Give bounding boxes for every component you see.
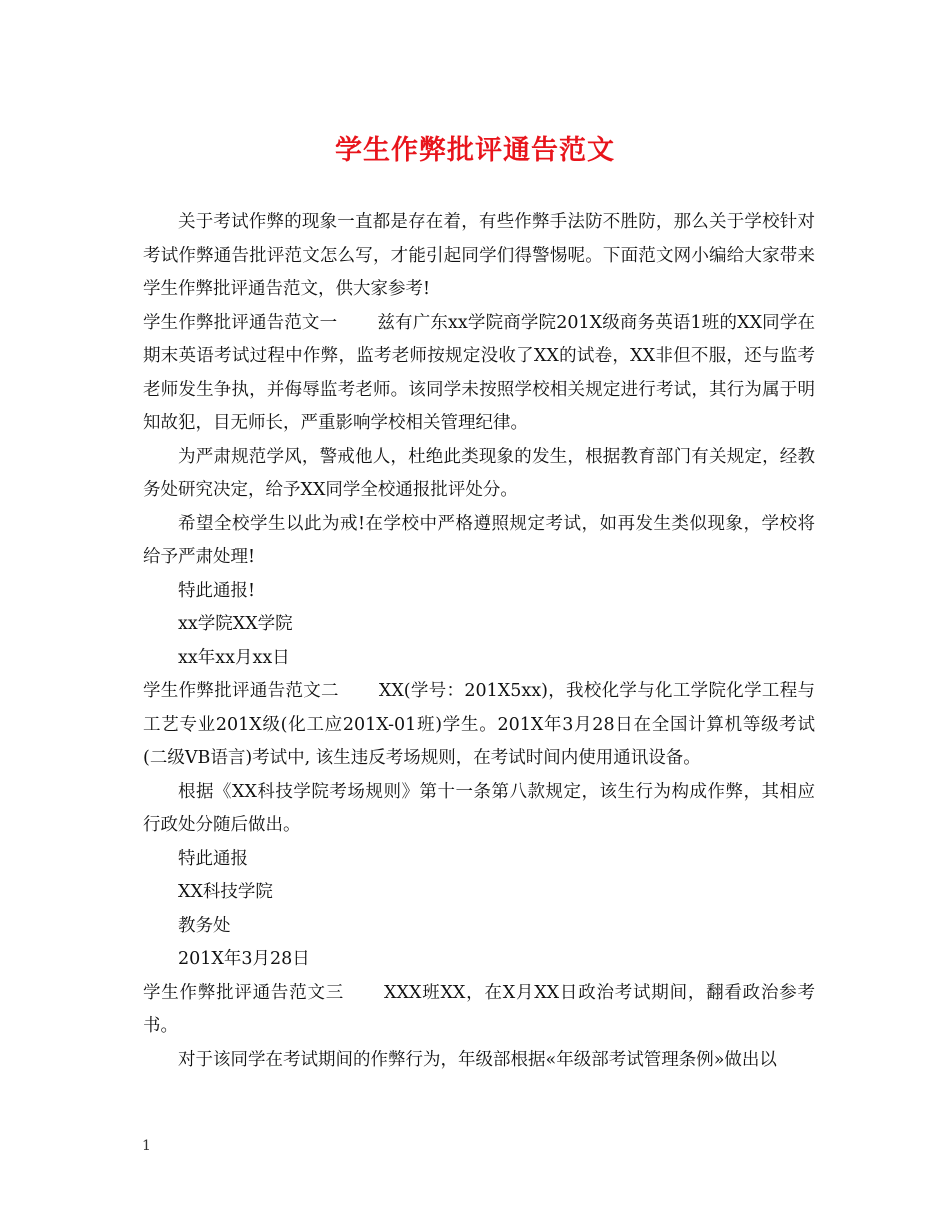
section-3-paragraph: 对于该同学在考试期间的作弊行为，年级部根据«年级部考试管理条例»做出以 xyxy=(178,1049,777,1070)
section-2-lead-text: XX(学号：201X5xx)，我校化学与化工学院化学工程与工艺专业201X级(化工应201X-01班)学生。201X年3月28日在全国计算机等级考试(二级VB语言)考试中, 该生违反考场规则，在考试时间内使用通讯设备。 xyxy=(143,681,815,768)
section-2-signature-line: 教务处 xyxy=(178,915,231,936)
section-1-lead xyxy=(143,307,815,441)
section-1-lead-text: 兹有广东xx学院商学院201X级商务英语1班的XX同学在期末英语考试过程中作弊，监考老师按规定没收了XX的试卷，XX非但不服，还与监考老师发生争执，并侮辱监考老师。该同学未按照学校相关规定进行考试，其行为属于明知故犯，目无师长，严重影响学校相关管理纪律。 xyxy=(143,312,815,433)
page-number: 1 xyxy=(142,1138,151,1154)
section-2-signature-line: 特此通报 xyxy=(178,848,248,869)
section-1-paragraph: 希望全校学生以此为戒!在学校中严格遵照规定考试，如再发生类似现象，学校将给予严肃处理! xyxy=(143,513,815,567)
section-2-lead xyxy=(143,675,815,776)
intro-paragraph: 关于考试作弊的现象一直都是存在着，有些作弊手法防不胜防，那么关于学校针对考试作弊通告批评范文怎么写，才能引起同学们得警惕呢。下面范文网小编给大家带来学生作弊批评通告范文，供大家参考! xyxy=(143,212,815,299)
section-3-lead xyxy=(143,977,815,1044)
section-1-signature-line: xx学院XX学院 xyxy=(178,614,293,634)
section-1-paragraph: 为严肃规范学风，警戒他人，杜绝此类现象的发生，根据教育部门有关规定，经教务处研究决定，给予XX同学全校通报批评处分。 xyxy=(143,446,815,500)
section-2-paragraph: 根据《XX科技学院考场规则》第十一条第八款规定，该生行为构成作弊，其相应行政处分随后做出。 xyxy=(143,781,815,835)
section-1-signature-line: 特此通报! xyxy=(178,580,256,601)
section-3-heading: 学生作弊批评通告范文三 xyxy=(143,982,345,1003)
section-2-signature-line: XX科技学院 xyxy=(178,882,273,902)
document-title: 学生作弊批评通告范文 xyxy=(335,135,615,166)
section-1-signature-line: xx年xx月xx日 xyxy=(178,647,290,668)
section-1-heading: 学生作弊批评通告范文一 xyxy=(143,312,338,333)
section-2-signature-line: 201X年3月28日 xyxy=(178,949,310,969)
document-body xyxy=(143,206,815,1077)
section-3-lead-text: XXX班XX，在X月XX日政治考试期间，翻看政治参考书。 xyxy=(143,982,816,1036)
section-2-heading: 学生作弊批评通告范文二 xyxy=(143,681,339,701)
